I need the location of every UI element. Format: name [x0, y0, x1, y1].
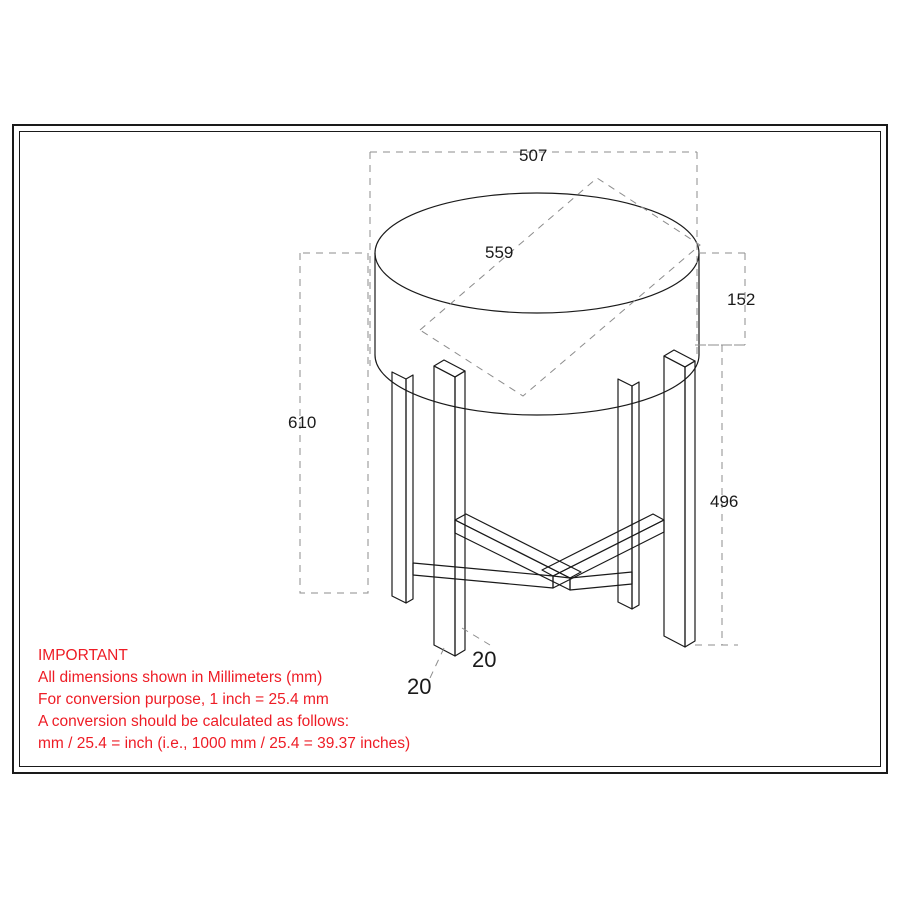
dimension-label-top-diameter: 559 — [485, 243, 514, 262]
table-top-ellipse — [375, 193, 699, 313]
leg-right-right-face — [685, 361, 695, 647]
leg-back-left — [392, 372, 406, 603]
dimension-label-overall-height: 610 — [288, 413, 317, 432]
notes-line-3: A conversion should be calculated as follows: — [38, 713, 350, 730]
leg-back-left-face — [406, 375, 413, 603]
leg-front — [434, 366, 455, 656]
dim-559-box — [420, 178, 700, 396]
leg-front-right-face — [455, 371, 465, 656]
stretcher-front-right-top — [542, 514, 664, 576]
dimension-label-apron-height: 152 — [727, 290, 756, 309]
dimension-label-leg-height: 496 — [710, 492, 739, 511]
notes-line-4: mm / 25.4 = inch (i.e., 1000 mm / 25.4 = 39.37 inches) — [38, 735, 411, 752]
table-top-bottom-arc — [375, 355, 699, 415]
dimension-label-leg-thickness-front: 20 — [407, 674, 432, 699]
notes-line-1: All dimensions shown in Millimeters (mm) — [38, 669, 323, 686]
dim-20-front-leader — [430, 648, 444, 678]
dim-20-side-leader — [462, 628, 490, 645]
leg-right — [664, 356, 685, 647]
dimension-label-leg-thickness-side: 20 — [472, 647, 497, 672]
important-notes — [38, 645, 410, 755]
leg-back-right-face — [632, 382, 639, 609]
dimension-label-top-width: 507 — [519, 146, 548, 165]
notes-line-2: For conversion purpose, 1 inch = 25.4 mm — [38, 691, 329, 708]
leg-back-right — [618, 379, 632, 609]
notes-heading: IMPORTANT — [38, 647, 128, 664]
